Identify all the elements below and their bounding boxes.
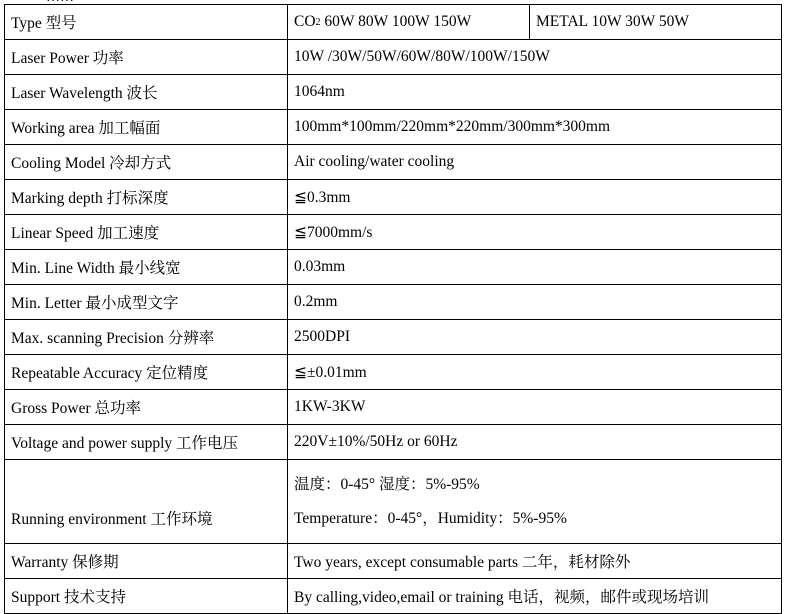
table-row-min-letter — [5, 285, 782, 320]
row-value: 0.2mm — [288, 285, 782, 320]
type-split — [288, 5, 781, 39]
table-row-accuracy — [5, 355, 782, 390]
row-value: 1064nm — [288, 75, 782, 110]
type-metal — [530, 5, 781, 39]
table-row-laser-power — [5, 40, 782, 75]
table-row-support — [5, 579, 782, 614]
row-value: 1KW-3KW — [288, 390, 782, 425]
type-metal-text: METAL 10W 30W 50W — [536, 13, 690, 30]
row-label: Voltage and power supply 工作电压 — [5, 425, 288, 460]
row-value: 100mm*100mm/220mm*220mm/300mm*300mm — [288, 110, 782, 145]
cropped-caption — [4, 0, 782, 4]
table-row-marking-depth — [5, 180, 782, 215]
table-row-type — [5, 5, 782, 40]
cropped-caption-text — [46, 0, 74, 6]
row-label: Laser Power 功率 — [5, 40, 288, 75]
row-label: Min. Line Width 最小线宽 — [5, 250, 288, 285]
row-label: Running environment 工作环境 — [5, 460, 288, 544]
table-row-cooling — [5, 145, 782, 180]
table-row-min-line-width — [5, 250, 782, 285]
row-label: Cooling Model 冷却方式 — [5, 145, 288, 180]
row-value: 220V±10%/50Hz or 60Hz — [288, 425, 782, 460]
environment-line-cn: 温度：0-45° 湿度：5%-95% — [294, 475, 480, 493]
table-row-linear-speed — [5, 215, 782, 250]
table-row-precision — [5, 320, 782, 355]
row-value: 2500DPI — [288, 320, 782, 355]
row-label: Support 技术支持 — [5, 579, 288, 614]
row-label: Working area 加工幅面 — [5, 110, 288, 145]
row-value: 10W /30W/50W/60W/80W/100W/150W — [288, 40, 782, 75]
table-row-voltage — [5, 425, 782, 460]
row-label: Type 型号 — [5, 5, 288, 40]
type-co2 — [288, 5, 530, 39]
row-label: Warranty 保修期 — [5, 544, 288, 579]
type-co2-subscript: 2 — [315, 16, 321, 28]
row-value: ≦±0.01mm — [288, 355, 782, 390]
row-label: Laser Wavelength 波长 — [5, 75, 288, 110]
table-row-warranty — [5, 544, 782, 579]
row-label: Gross Power 总功率 — [5, 390, 288, 425]
environment-line-en: Temperature：0-45°，Humidity：5%-95% — [294, 509, 567, 527]
row-value: 0.03mm — [288, 250, 782, 285]
row-value: ≦7000mm/s — [288, 215, 782, 250]
row-label: Max. scanning Precision 分辨率 — [5, 320, 288, 355]
row-value: ≦0.3mm — [288, 180, 782, 215]
row-value: Two years, except consumable parts 二年，耗材除外 — [288, 544, 782, 579]
row-label: Min. Letter 最小成型文字 — [5, 285, 288, 320]
row-label: Marking depth 打标深度 — [5, 180, 288, 215]
row-value-cell — [288, 5, 782, 40]
row-value: Air cooling/water cooling — [288, 145, 782, 180]
row-value: By calling,video,email or training 电话，视频，邮件或现场培训 — [288, 579, 782, 614]
type-co2-prefix: CO — [294, 13, 316, 30]
table-row-gross-power — [5, 390, 782, 425]
table-row-environment — [5, 460, 782, 544]
table-row-working-area — [5, 110, 782, 145]
spec-table — [4, 4, 782, 614]
row-value-cell — [288, 460, 782, 544]
type-co2-suffix: 60W 80W 100W 150W — [320, 13, 472, 30]
row-label: Linear Speed 加工速度 — [5, 215, 288, 250]
row-label: Repeatable Accuracy 定位精度 — [5, 355, 288, 390]
table-row-wavelength — [5, 75, 782, 110]
spec-sheet — [4, 0, 782, 614]
